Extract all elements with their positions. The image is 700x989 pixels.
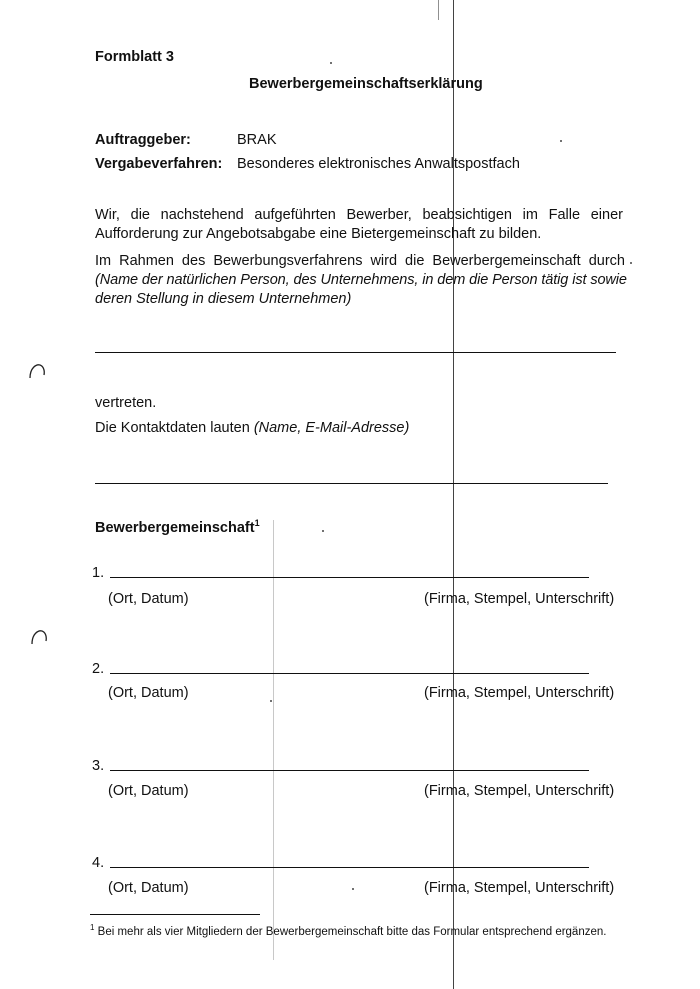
footnote-marker: 1 [254,518,260,528]
footnote-text: Bei mehr als vier Mitgliedern der Bewerbergemeinschaft bitte das Formular entsprechend ergänzen. [97,925,607,938]
entry-caption-right: (Firma, Stempel, Unterschrift) [424,783,615,799]
entry-number: 3. [92,758,105,774]
procedure-value: Besonderes elektronisches Anwaltspostfach [237,156,520,172]
scan-artifact-line [453,0,454,989]
entry-signature-line[interactable] [110,577,589,578]
scan-artifact-line [438,0,439,20]
intro-line: Aufforderung zur Angebotsabgabe eine Bietergemeinschaft zu bilden. [95,226,542,242]
scan-speck [630,262,632,264]
punch-hole-mark [28,362,46,380]
scan-speck [352,888,354,890]
entry-caption-right: (Firma, Stempel, Unterschrift) [424,880,615,896]
entry-signature-line[interactable] [110,867,589,868]
contact-note: (Name, E-Mail-Adresse) [253,420,410,436]
entry-caption-right: (Firma, Stempel, Unterschrift) [424,685,615,701]
represented-text: vertreten. [95,395,157,411]
entry-caption-left: (Ort, Datum) [108,783,189,799]
section-heading [95,513,260,538]
representation-note: deren Stellung in diesem Unternehmen) [95,291,352,307]
entry-caption-left: (Ort, Datum) [108,880,189,896]
scan-speck [330,62,332,64]
entry-caption-right: (Firma, Stempel, Unterschrift) [424,591,615,607]
client-value: BRAK [237,132,277,148]
footnote-divider [90,914,260,915]
scan-artifact-line [273,520,274,960]
procedure-label: Vergabeverfahren: [95,156,223,172]
representative-input-line[interactable] [95,352,616,353]
footnote-number: 1 [90,923,95,932]
section-heading-text: Bewerbergemeinschaft [95,519,255,536]
page-title: Bewerbergemeinschaftserklärung [249,76,483,92]
footnote [90,920,606,940]
scan-speck [560,140,562,142]
intro-line: Wir, die nachstehend aufgeführten Bewerber, beabsichtigen im Falle einer [95,207,623,223]
entry-number: 4. [92,855,105,871]
punch-hole-mark [30,628,48,646]
contact-input-line[interactable] [95,483,608,484]
entry-caption-left: (Ort, Datum) [108,591,189,607]
scan-speck [322,530,324,532]
scan-speck [270,700,272,702]
entry-signature-line[interactable] [110,673,589,674]
entry-number: 2. [92,661,105,677]
form-label: Formblatt 3 [95,49,174,65]
contact-label: Die Kontaktdaten lauten [95,420,250,436]
entry-number: 1. [92,565,105,581]
representation-line: Im Rahmen des Bewerbungsverfahrens wird die Bewerbergemeinschaft durch [95,253,625,269]
contact-line [95,418,409,438]
representation-note: (Name der natürlichen Person, des Unternehmens, in dem die Person tätig ist sowie [95,272,627,288]
client-label: Auftraggeber: [95,132,191,148]
entry-signature-line[interactable] [110,770,589,771]
entry-caption-left: (Ort, Datum) [108,685,189,701]
